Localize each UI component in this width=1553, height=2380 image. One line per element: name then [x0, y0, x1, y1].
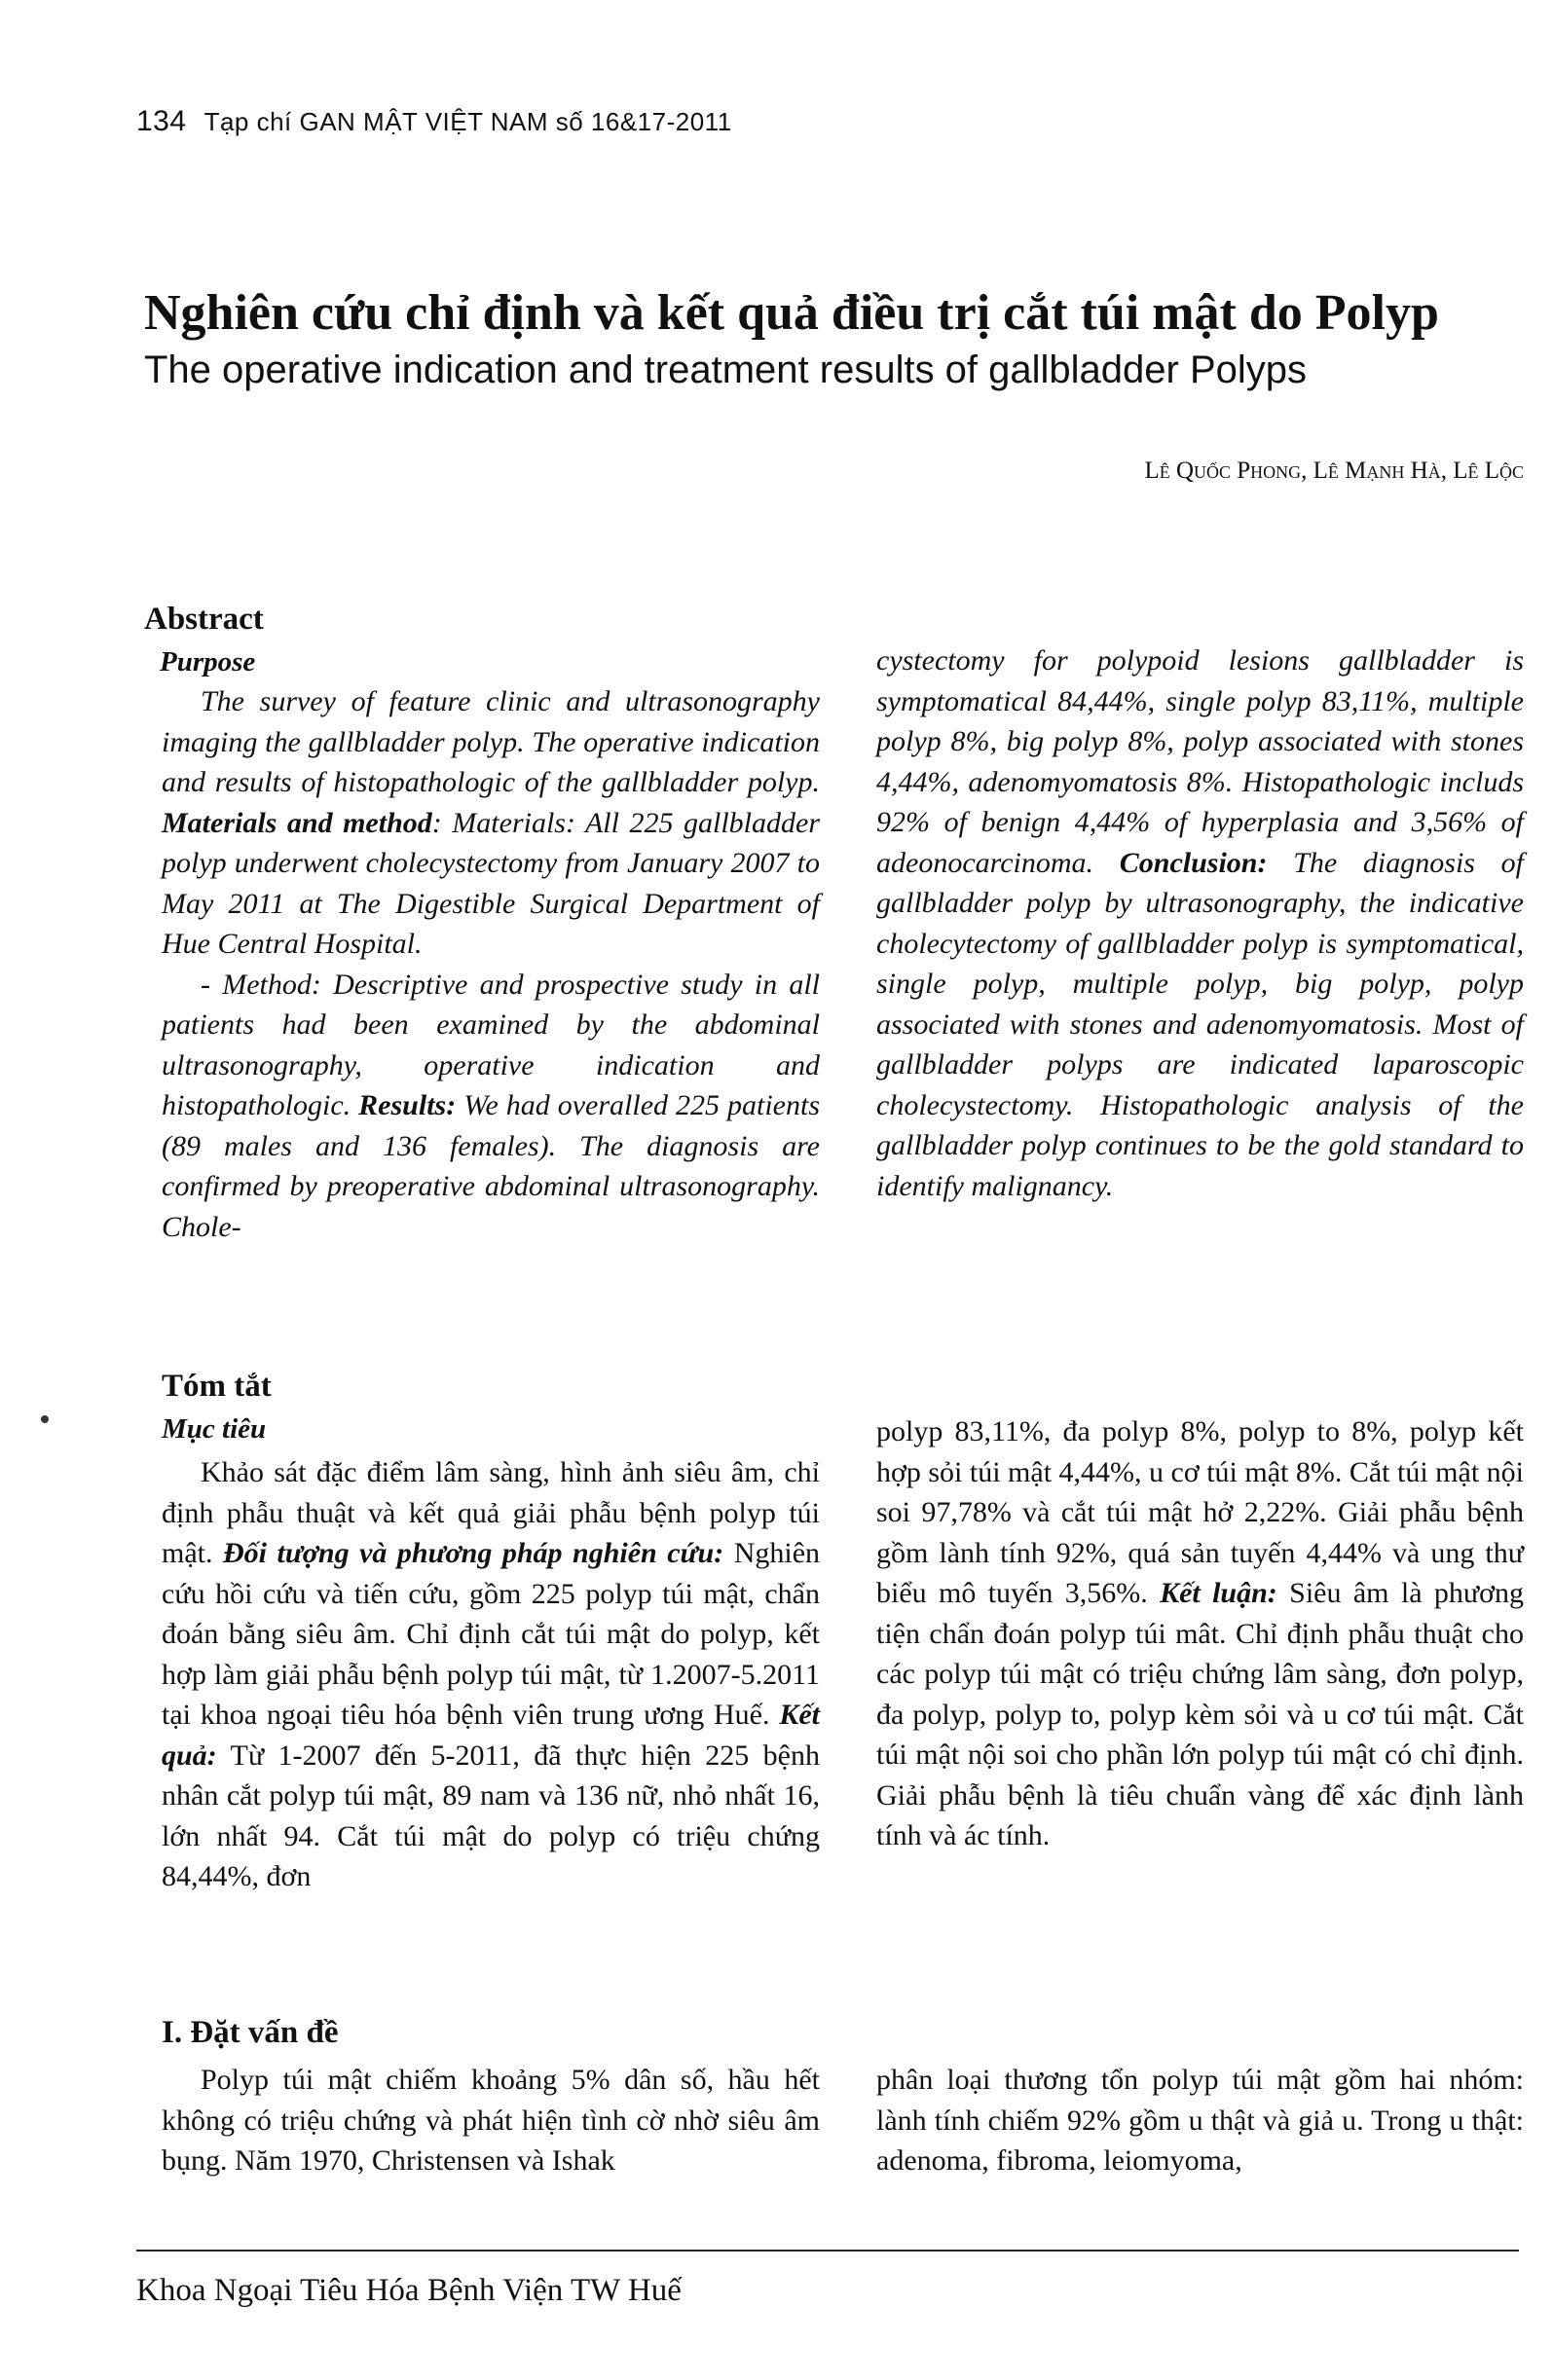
materials-label: Materials and method	[162, 806, 432, 839]
muctieu-text: Khảo sát đặc điểm lâm sàng, hình ảnh siêu âm, chỉ định phẫu thuật và kết quả giải phẫu bệnh polyp túi mật.	[162, 1456, 820, 1569]
muctieu-heading: Mục tiêu	[162, 1413, 267, 1445]
section1-right-column	[876, 2060, 1524, 2181]
abstract-right-column	[876, 641, 1524, 1206]
purpose-heading: Purpose	[160, 646, 256, 677]
section1-heading: I. Đặt vấn đề	[162, 2015, 339, 2050]
doituong-label: Đối tượng và phương pháp nghiên cứu:	[223, 1537, 724, 1569]
section1-left-text: Polyp túi mật chiếm khoảng 5% dân số, hầu hết không có triệu chứng và phát hiện tình cờ nhờ siêu âm bụng. Năm 1970, Christensen và Ishak	[162, 2064, 820, 2177]
ketluan-text: Siêu âm là phương tiện chẩn đoán polyp túi mât. Chỉ định phẫu thuật cho các polyp túi mật có triệu chứng lâm sàng, đơn polyp, đa polyp, polyp to, polyp kèm sỏi và u cơ túi mật. Cắt túi mật nội soi cho phần lớn polyp túi mật có chỉ định. Giải phẫu bệnh là tiêu chuẩn vàng để xác định lành tính và ác tính.	[876, 1577, 1524, 1851]
authors: Lê Quốc Phong, Lê Mạnh Hà, Lê Lộc	[1144, 458, 1524, 484]
footnote-rule	[136, 2250, 1519, 2252]
section1-right-text: phân loại thương tổn polyp túi mật gồm hai nhóm: lành tính chiếm 92% gồm u thật và giả u. Trong u thật: adenoma, fibroma, leiomyoma,	[876, 2064, 1524, 2177]
abstract-method-text: - Method: Descriptive and prospective study in all patients had been examined by the abdominal ultrasonography, operative indication and histopathologic.	[162, 968, 820, 1121]
conclusion-label: Conclusion:	[1119, 846, 1268, 879]
page-number: 134	[136, 105, 187, 137]
title-english: The operative indication and treatment results of gallbladder Polyps	[144, 348, 1308, 391]
abstract-results-continued: cystectomy for polypoid lesions gallbladder is symptomatical 84,44%, single polyp 83,11%, multiple polyp 8%, big polyp 8%, polyp associated with stones 4,44%, adenomyomatosis 8%. Histopathologic includs 92% of benign 4,44% of hyperplasia and 3,56% of adeonocarcinoma.	[876, 644, 1524, 879]
abstract-heading: Abstract	[144, 602, 264, 637]
tomtat-right-column	[876, 1411, 1524, 1856]
tomtat-left-column	[162, 1452, 820, 1897]
abstract-results-text: We had overalled 225 patients (89 males and 136 females). The diagnosis are confirmed by preoperative abdominal ultrasonography. Chole-	[162, 1089, 821, 1243]
abstract-purpose-text: The survey of feature clinic and ultrasonography imaging the gallbladder polyp. The operative indication and results of histopathologic of the gallbladder polyp.	[162, 685, 820, 798]
abstract-left-column	[162, 681, 820, 1247]
ketqua-text: Từ 1-2007 đến 5-2011, đã thực hiện 225 bệnh nhân cắt polyp túi mật, 89 nam và 136 nữ, nhỏ nhất 16, lớn nhất 94. Cắt túi mật do polyp có triệu chứng 84,44%, đơn	[162, 1739, 820, 1892]
abstract-conclusion-text: The diagnosis of gallbladder polyp by ultrasonography, the indicative cholecytectomy of gallbladder polyp is symptomatical, single polyp, multiple polyp, big polyp, polyp associated with stones and adenomyomatosis. Most of gallbladder polyps are indicated laparoscopic cholecystectomy. Histopathologic analysis of the gallbladder polyp continues to be the gold standard to identify malignancy.	[876, 846, 1525, 1202]
margin-dot	[41, 1415, 49, 1423]
affiliation-footnote: Khoa Ngoại Tiêu Hóa Bệnh Viện TW Huế	[136, 2273, 682, 2308]
ketqua-label: Kết quả:	[162, 1699, 821, 1772]
doituong-text: Nghiên cứu hồi cứu và tiến cứu, gồm 225 polyp túi mật, chẩn đoán bằng siêu âm. Chỉ định cắt túi mật do polyp, kết hợp làm giải phẫu bệnh polyp túi mật, từ 1.2007-5.2011 tại khoa ngoại tiêu hóa bệnh viên trung ương Huế.	[162, 1537, 821, 1731]
tomtat-heading: Tóm tắt	[162, 1369, 272, 1404]
journal-name: Tạp chí GAN MẬT VIỆT NAM số 16&17-2011	[203, 107, 732, 136]
title-vietnamese: Nghiên cứu chỉ định và kết quả điều trị cắt túi mật do Polyp	[144, 285, 1439, 341]
results-label: Results:	[358, 1089, 457, 1121]
abstract-materials-text: : Materials: All 225 gallbladder polyp underwent cholecystectomy from January 2007 to May 2011 at The Digestible Surgical Department of Hue Central Hospital.	[162, 806, 821, 960]
section1-left-column	[162, 2060, 820, 2181]
ketluan-label: Kết luận:	[1160, 1577, 1277, 1609]
ketqua-continued: polyp 83,11%, đa polyp 8%, polyp to 8%, polyp kết hợp sỏi túi mật 4,44%, u cơ túi mật 8%. Cắt túi mật nội soi 97,78% và cắt túi mật hở 2,22%. Giải phẫu bệnh gồm lành tính 92%, quá sản tuyến 4,44% và ung thư biểu mô tuyến 3,56%.	[876, 1415, 1524, 1609]
running-header	[136, 105, 732, 138]
